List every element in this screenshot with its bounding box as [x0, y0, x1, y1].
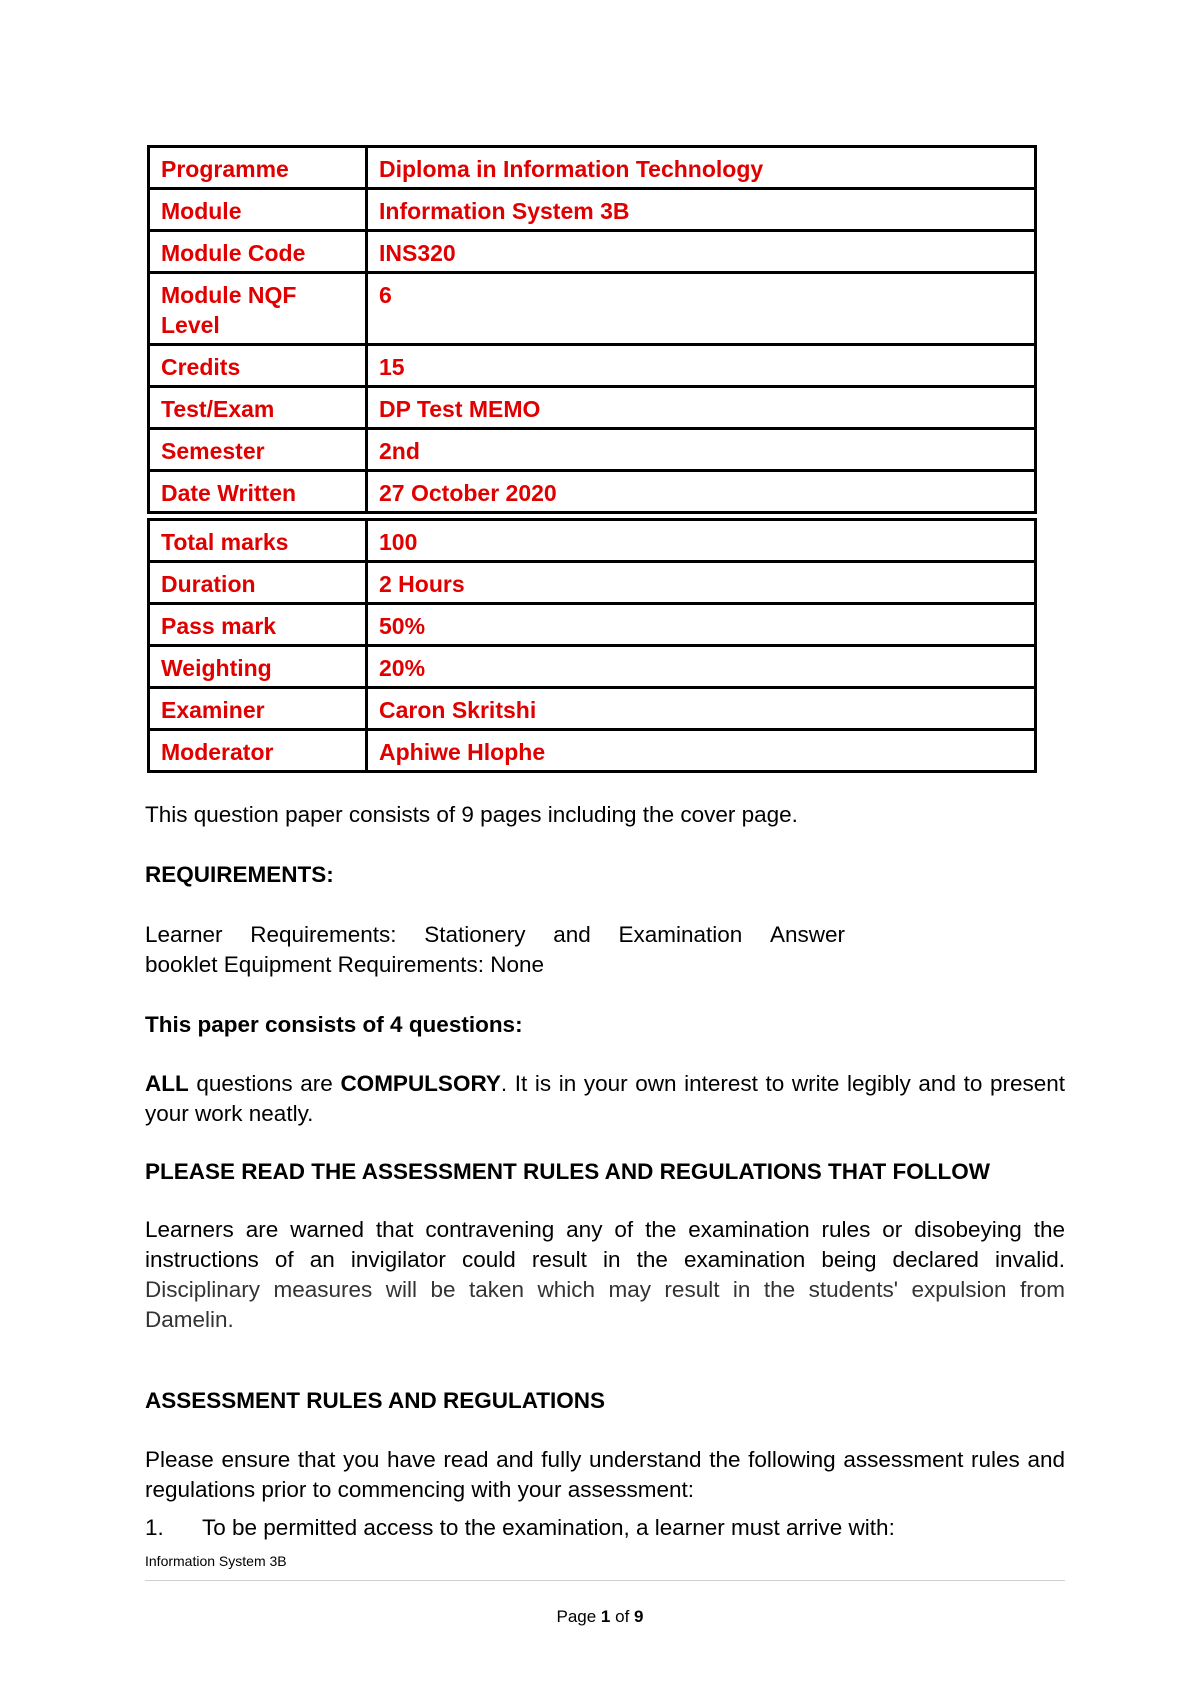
- page-total: 9: [634, 1607, 644, 1626]
- marks-info-table: [147, 518, 1037, 773]
- table-value: Information System 3B: [367, 189, 1036, 231]
- table-value: 100: [367, 520, 1036, 562]
- table-value: 15: [367, 345, 1036, 387]
- table-row: [149, 273, 1036, 345]
- table-row: [149, 730, 1036, 772]
- table-value: 2 Hours: [367, 562, 1036, 604]
- table-label: Module: [149, 189, 367, 231]
- table-label: Test/Exam: [149, 387, 367, 429]
- req-word: and: [553, 922, 591, 947]
- table-label: Moderator: [149, 730, 367, 772]
- table-label: Weighting: [149, 646, 367, 688]
- rule-item-1: [145, 1513, 1065, 1543]
- table-label: Date Written: [149, 471, 367, 513]
- table-row: [149, 189, 1036, 231]
- rule-number: 1.: [145, 1515, 164, 1540]
- table-row: [149, 604, 1036, 646]
- req-word: Stationery: [424, 922, 526, 947]
- table-label: Examiner: [149, 688, 367, 730]
- requirements-heading: REQUIREMENTS:: [145, 862, 334, 887]
- table-value: 50%: [367, 604, 1036, 646]
- table-value: Aphiwe Hlophe: [367, 730, 1036, 772]
- table-label: Total marks: [149, 520, 367, 562]
- page-number: [0, 1607, 1200, 1627]
- table-row: [149, 471, 1036, 513]
- compulsory-rest: . It is in your own interest to write legibly and to present your work neatly.: [145, 1071, 1065, 1126]
- table-row: [149, 562, 1036, 604]
- table-value: 27 October 2020: [367, 471, 1036, 513]
- disciplinary-text: Disciplinary measures will be taken which may result in the students' expulsion from Damelin.: [145, 1277, 1065, 1332]
- requirements-line-1: [145, 920, 845, 950]
- page-word: Page: [556, 1607, 597, 1626]
- table-row: [149, 345, 1036, 387]
- req-word: Examination: [618, 922, 743, 947]
- table-label: Semester: [149, 429, 367, 471]
- table-label: Module NQF Level: [149, 273, 367, 345]
- module-info-table: [147, 145, 1037, 514]
- pages-note: This question paper consists of 9 pages including the cover page.: [145, 802, 798, 827]
- table-row: [149, 147, 1036, 189]
- compulsory-paragraph: [145, 1069, 1065, 1129]
- table-value: Diploma in Information Technology: [367, 147, 1036, 189]
- rule-text: To be permitted access to the examination, a learner must arrive with:: [202, 1515, 895, 1540]
- table-row: [149, 646, 1036, 688]
- table-label: Pass mark: [149, 604, 367, 646]
- ensure-paragraph: Please ensure that you have read and fully understand the following assessment rules and regulations prior to commencing with your assessment:: [145, 1447, 1065, 1502]
- footer-divider: [145, 1580, 1065, 1581]
- table-value: 2nd: [367, 429, 1036, 471]
- table-value: DP Test MEMO: [367, 387, 1036, 429]
- table-row: [149, 520, 1036, 562]
- questions-heading: This paper consists of 4 questions:: [145, 1012, 523, 1037]
- page-of: of: [615, 1607, 630, 1626]
- footer-module-title: Information System 3B: [145, 1553, 287, 1569]
- requirements-line-2: booklet Equipment Requirements: None: [145, 952, 544, 977]
- table-row: [149, 688, 1036, 730]
- table-label: Credits: [149, 345, 367, 387]
- table-label: Module Code: [149, 231, 367, 273]
- table-row: [149, 387, 1036, 429]
- page-current: 1: [600, 1607, 611, 1626]
- table-value: 6: [367, 273, 1036, 345]
- read-rules-heading: PLEASE READ THE ASSESSMENT RULES AND REGULATIONS THAT FOLLOW: [145, 1159, 991, 1184]
- table-row: [149, 429, 1036, 471]
- warning-text: Learners are warned that contravening any of the examination rules or disobeying the instructions of an invigilator could result in the examination being declared invalid.: [145, 1217, 1065, 1272]
- table-label: Programme: [149, 147, 367, 189]
- rules-heading: ASSESSMENT RULES AND REGULATIONS: [145, 1388, 606, 1413]
- warning-paragraph: [145, 1215, 1065, 1335]
- compulsory-emphasis: COMPULSORY: [340, 1071, 501, 1096]
- all-emphasis: ALL: [145, 1071, 189, 1096]
- table-value: Caron Skritshi: [367, 688, 1036, 730]
- req-word: Answer: [769, 922, 845, 947]
- requirements-text: [145, 920, 1065, 980]
- table-value: INS320: [367, 231, 1036, 273]
- req-word: Requirements:: [250, 922, 397, 947]
- req-word: Learner: [145, 922, 223, 947]
- table-value: 20%: [367, 646, 1036, 688]
- table-row: [149, 231, 1036, 273]
- compulsory-mid: questions are: [188, 1071, 341, 1096]
- table-label: Duration: [149, 562, 367, 604]
